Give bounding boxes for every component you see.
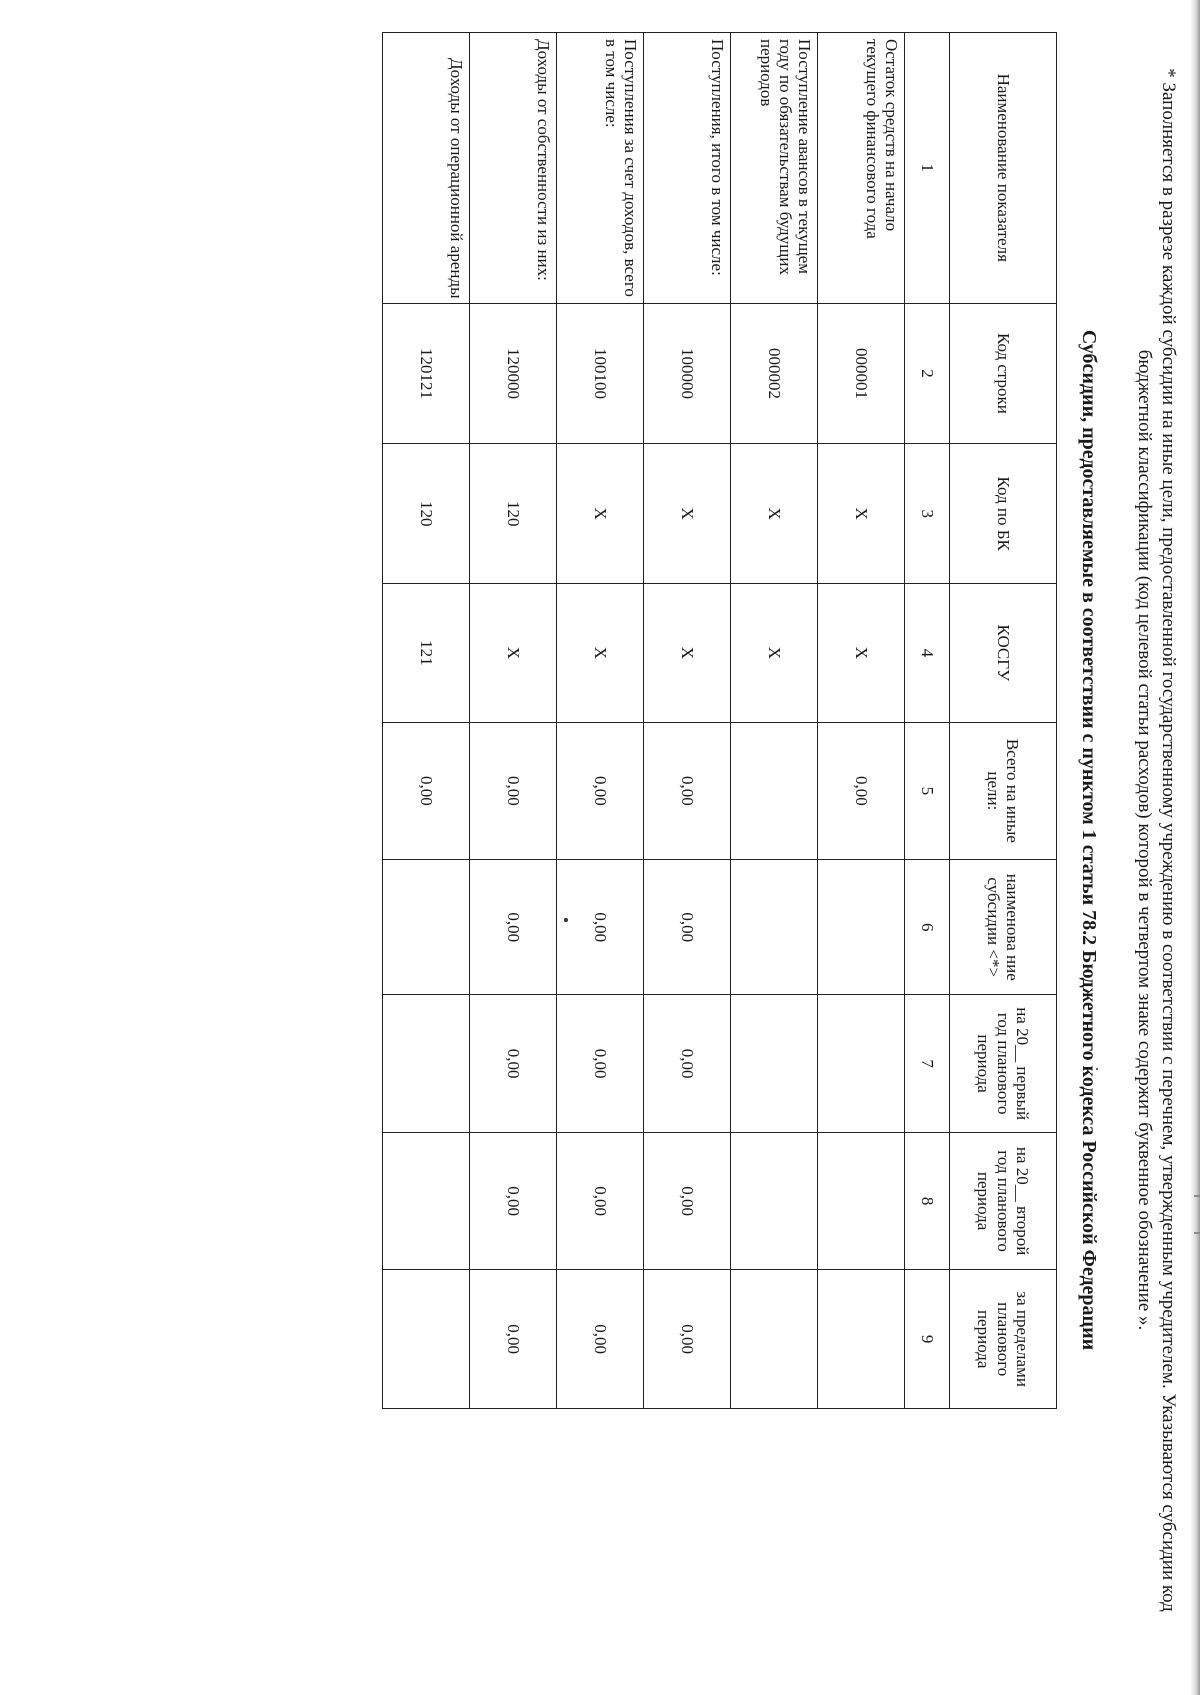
row-code: 100100: [557, 303, 644, 444]
column-number: 3: [905, 444, 950, 584]
kosgu-code: Х: [818, 584, 905, 723]
column-number: 9: [905, 1270, 950, 1409]
row-code: 000002: [731, 303, 818, 444]
row-code: 100000: [644, 303, 731, 444]
budget-code: Х: [557, 444, 644, 584]
subsidy-value: [818, 860, 905, 995]
first-year-value: [818, 995, 905, 1132]
row-code: 000001: [818, 303, 905, 444]
total-value: 0,00: [644, 722, 731, 859]
subsidy-value: [383, 860, 470, 995]
budget-code: Х: [644, 444, 731, 584]
header-row: [950, 33, 1057, 1409]
row-code: 120121: [383, 303, 470, 444]
kosgu-code: Х: [644, 584, 731, 723]
table-row: [818, 33, 905, 1409]
table-title: Субсидии, предоставляемые в соответствии с пунктом 1 статьи 78.2 Бюджетного кодекса Российской Федерации: [1078, 329, 1100, 1351]
header-kosgu: КОСГУ: [950, 584, 1057, 723]
table-row: [644, 33, 731, 1409]
budget-code: 120: [470, 444, 557, 584]
table-row: [470, 33, 557, 1409]
table-row: [731, 33, 818, 1409]
indicator-name: Поступление авансов в текущем году по обязательствам будущих периодов: [731, 33, 818, 304]
column-number: 5: [905, 722, 950, 859]
beyond-plan-value: 0,00: [644, 1270, 731, 1409]
beyond-plan-value: [383, 1270, 470, 1409]
kosgu-code: Х: [731, 584, 818, 723]
second-year-value: 0,00: [557, 1132, 644, 1269]
kosgu-code: 121: [383, 584, 470, 723]
header-budget-code: Код по БК: [950, 444, 1057, 584]
column-number: 6: [905, 860, 950, 995]
column-number-row: [905, 33, 950, 1409]
header-subsidy-name: наименова ние субсидии <*>: [950, 860, 1057, 995]
budget-code: 120: [383, 444, 470, 584]
header-row-code: Код строки: [950, 303, 1057, 444]
first-year-value: 0,00: [470, 995, 557, 1132]
subsidy-value: [731, 860, 818, 995]
subsidy-value: 0,00: [557, 860, 644, 995]
second-year-value: 0,00: [644, 1132, 731, 1269]
second-year-value: 0,00: [470, 1132, 557, 1269]
first-year-value: 0,00: [644, 995, 731, 1132]
first-year-value: [383, 995, 470, 1132]
total-value: [731, 722, 818, 859]
column-number: 1: [905, 33, 950, 304]
row-code: 120000: [470, 303, 557, 444]
column-number: 7: [905, 995, 950, 1132]
total-value: 0,00: [383, 722, 470, 859]
total-value: 0,00: [818, 722, 905, 859]
first-year-value: [731, 995, 818, 1132]
subsidies-table: [382, 32, 1057, 1409]
beyond-plan-value: [818, 1270, 905, 1409]
second-year-value: [383, 1132, 470, 1269]
beyond-plan-value: 0,00: [470, 1270, 557, 1409]
kosgu-code: Х: [470, 584, 557, 723]
total-value: 0,00: [557, 722, 644, 859]
indicator-name: Остаток средств на начало текущего финансового года: [818, 33, 905, 304]
header-indicator-name: Наименование показателя: [950, 33, 1057, 304]
second-year-value: [731, 1132, 818, 1269]
column-number: 2: [905, 303, 950, 444]
kosgu-code: Х: [557, 584, 644, 723]
table-row: [557, 33, 644, 1409]
table-row: [383, 33, 470, 1409]
header-first-plan-year: на 20__ первый год планового периода: [950, 995, 1057, 1132]
subsidy-value: 0,00: [470, 860, 557, 995]
budget-code: Х: [818, 444, 905, 584]
header-second-plan-year: на 20__ второй год планового периода: [950, 1132, 1057, 1269]
second-year-value: [818, 1132, 905, 1269]
header-total-other-purposes: Всего на иные цели:: [950, 722, 1057, 859]
beyond-plan-value: [731, 1270, 818, 1409]
subsidy-value: 0,00: [644, 860, 731, 995]
total-value: 0,00: [470, 722, 557, 859]
beyond-plan-value: 0,00: [557, 1270, 644, 1409]
indicator-name: Доходы от собственности из них:: [470, 33, 557, 304]
header-beyond-plan-period: за пределами планового периода: [950, 1270, 1057, 1409]
budget-code: Х: [731, 444, 818, 584]
indicator-name: Поступления, итого в том числе:: [644, 33, 731, 304]
first-year-value: 0,00: [557, 995, 644, 1132]
column-number: 8: [905, 1132, 950, 1269]
indicator-name: Поступления за счет доходов, всего в том числе:: [557, 33, 644, 304]
indicator-name: Доходы от операционной аренды: [383, 33, 470, 304]
column-number: 4: [905, 584, 950, 723]
footnote: * Заполняется в разрезе каждой субсидии на иные цели, предоставленной государственному учреждению в соответствии с перечнем, утвержденным учредителем. Указываются субсидии код бюджетной классификации (код целевой статьи расходов) которой в четвертом знаке содержит буквенное обозначение ».: [1133, 68, 1179, 1612]
